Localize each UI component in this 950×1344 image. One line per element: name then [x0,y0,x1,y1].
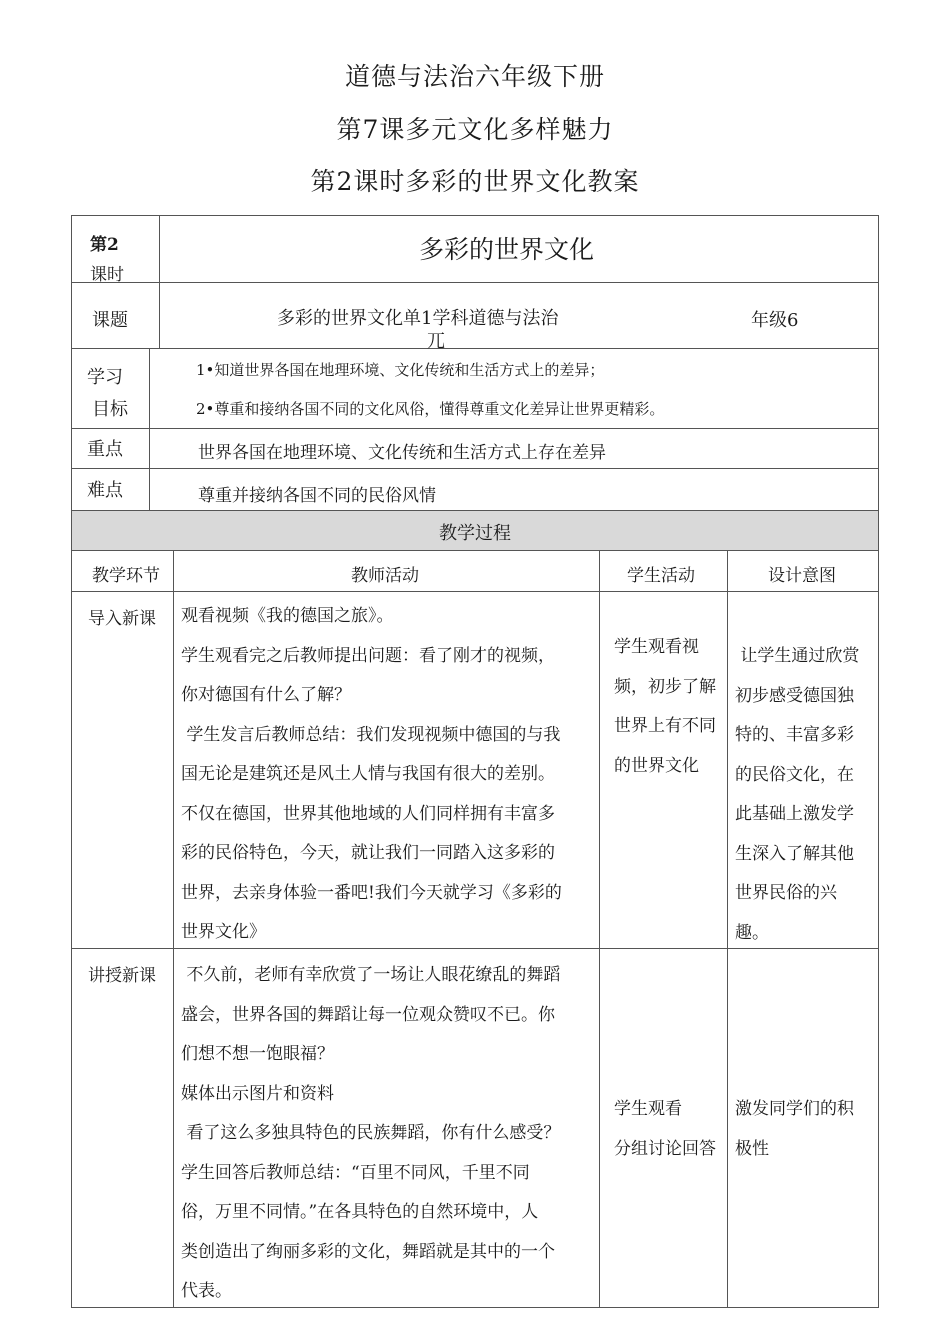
text-line: 极性 [735,1138,769,1159]
text-line: 学生发言后教师总结：我们发现视频中德国的与我 [181,724,561,745]
text-line: 们想不想一饱眼福？ [181,1044,334,1064]
key-value: 世界各国在地理环境、文化传统和生活方式上存在差异 [198,443,606,463]
col-header-stage: 教学环节 [92,566,160,586]
goal-item-1: 1•知道世界各国在地理环境、文化传统和生活方式上的差异； [196,361,605,379]
text-line: 类创造出了绚丽多彩的文化，舞蹈就是其中的一个 [181,1241,555,1262]
design-intent-new-lesson [735,1090,854,1169]
key-label: 重点 [87,439,123,460]
text-line: 国无论是建筑还是风土人情与我国有很大的差别。 [181,764,555,784]
text-line: 世界文化》 [181,922,266,942]
doc-title-3: 第2课时多彩的世界文化教案 [310,167,640,196]
text-line: 初步感受德国独 [735,685,854,706]
doc-title-1: 道德与法治六年级下册 [344,62,605,91]
col-header-teacher: 教师活动 [351,566,419,586]
text-line: 世界上有不同 [614,716,716,736]
period-label-line2: 课时 [90,265,124,285]
lesson-plan-table [71,215,879,1308]
topic-label: 课题 [92,310,128,331]
difficulty-value: 尊重并接纳各国不同的民俗风情 [198,486,436,506]
text-line: 盛会，世界各国的舞蹈让每一位观众赞叹不已。你 [181,1004,555,1025]
teacher-activity-new-lesson [181,956,560,1312]
process-title: 教学过程 [439,523,511,544]
goals-label-line1: 学习 [87,367,123,388]
text-line: 频，初步了解 [614,676,716,697]
design-intent-intro [735,637,859,953]
text-line: 学生观看视 [614,637,699,657]
text-line: 不久前，老师有幸欣赏了一场让人眼花缭乱的舞蹈 [181,965,561,985]
teacher-activity-intro [181,597,562,953]
text-line: 观看视频《我的德国之旅》。 [181,606,394,626]
stage-new-lesson: 讲授新课 [88,966,156,986]
goal-item-2: 2•尊重和接纳各国不同的文化风俗，懂得尊重文化差异让世界更精彩。 [196,400,665,418]
text-line: 生深入了解其他 [735,843,854,864]
text-line: 代表。 [181,1281,232,1301]
text-line: 看了这么多独具特色的民族舞蹈，你有什么感受？ [181,1123,561,1143]
text-line: 世界民俗的兴 [735,883,837,903]
text-line: 不仅在德国，世界其他地域的人们同样拥有丰富多 [181,803,555,824]
text-line: 世界，去亲身体验一番吧!我们今天就学习《多彩的 [181,882,562,903]
text-line: 媒体出示图片和资料 [181,1083,334,1104]
text-line: 趣。 [735,922,769,943]
text-line: 激发同学们的积 [735,1099,854,1119]
difficulty-label: 难点 [87,480,123,501]
text-line: 特的、丰富多彩 [735,725,854,745]
text-line: 的世界文化 [614,755,699,776]
text-line: 学生回答后教师总结：“百里不同风，千里不同 [181,1162,530,1183]
text-line: 的民俗文化，在 [735,764,854,785]
text-line: 彩的民俗特色，今天，就让我们一同踏入这多彩的 [181,843,555,863]
student-activity-new-lesson [614,1090,716,1169]
text-line: 学生观看 [614,1099,682,1119]
stage-intro: 导入新课 [88,609,156,629]
goals-label-line2: 目标 [92,399,128,420]
doc-title-2: 第7课多元文化多样魅力 [336,115,614,144]
topic-value: 多彩的世界文化单1学科道德与法治 [277,308,559,329]
period-label-line1: 第2 [90,235,119,255]
text-line: 分组讨论回答 [614,1138,716,1159]
period-title: 多彩的世界文化 [419,235,595,264]
text-line: 你对德国有什么了解？ [181,685,351,705]
text-line: 让学生通过欣赏 [735,646,860,666]
col-header-intent: 设计意图 [768,566,836,586]
text-line: 俗，万里不同情。”在各具特色的自然环境中，人 [181,1202,539,1222]
student-activity-intro [614,628,716,786]
col-header-student: 学生活动 [627,566,695,586]
text-line: 此基础上激发学 [735,804,854,824]
grade-value: 年级6 [751,310,799,331]
text-line: 学生观看完之后教师提出问题：看了刚才的视频， [181,645,555,666]
topic-value-wrap: 兀 [427,331,445,352]
